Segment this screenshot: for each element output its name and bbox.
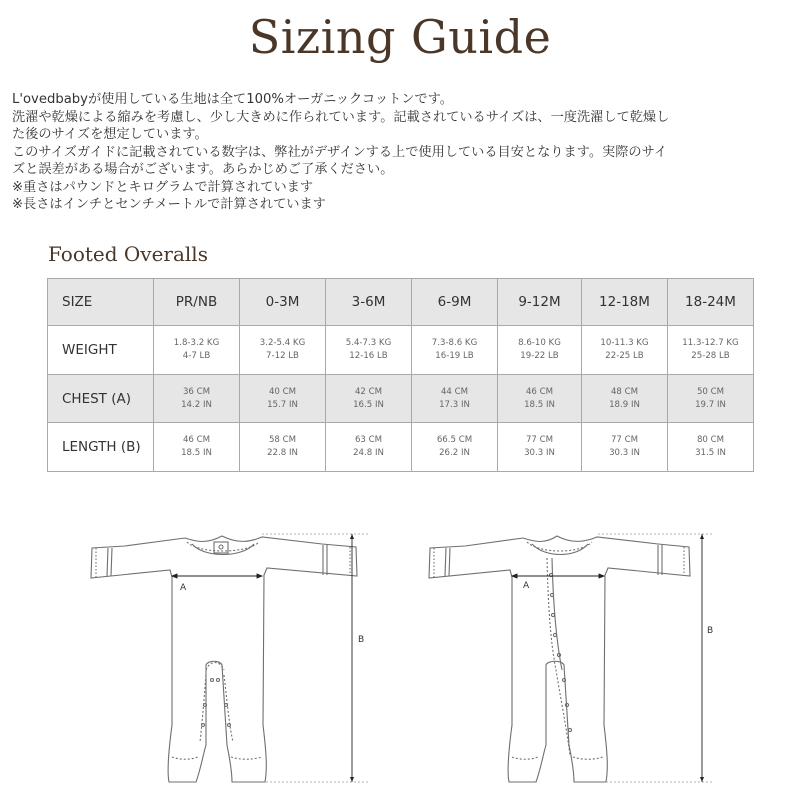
table-row-weight xyxy=(48,326,754,375)
table-cell: 3.2-5.4 KG 7-12 LB xyxy=(240,326,326,375)
table-cell: 40 CM 15.7 IN xyxy=(240,375,326,423)
table-header-row xyxy=(48,279,754,326)
left-length-measure-b-icon xyxy=(262,534,370,782)
footed-overall-front-snap-icon xyxy=(429,536,690,782)
size-column-header: 3-6M xyxy=(326,279,412,326)
table-cell: 63 CM 24.8 IN xyxy=(326,423,412,472)
table-cell: 10-11.3 KG 22-25 LB xyxy=(582,326,668,375)
sizing-table xyxy=(47,278,754,472)
table-cell: 58 CM 22.8 IN xyxy=(240,423,326,472)
table-cell: 11.3-12.7 KG 25-28 LB xyxy=(668,326,754,375)
intro-line: た後のサイズを想定しています。 xyxy=(12,127,208,142)
table-cell: 46 CM 18.5 IN xyxy=(498,375,582,423)
intro-line: ※長さはインチとセンチメートルで計算されています xyxy=(12,197,326,212)
left-chest-measure-a-icon xyxy=(172,574,262,578)
size-column-header: 12-18M xyxy=(582,279,668,326)
section-title: Footed Overalls xyxy=(48,242,208,266)
table-cell: 7.3-8.6 KG 16-19 LB xyxy=(412,326,498,375)
table-cell: 36 CM 14.2 IN xyxy=(154,375,240,423)
right-length-label: B xyxy=(707,626,714,636)
table-cell: 50 CM 19.7 IN xyxy=(668,375,754,423)
right-chest-label: A xyxy=(523,581,530,591)
size-corner-label: SIZE xyxy=(48,279,154,326)
size-column-header: 0-3M xyxy=(240,279,326,326)
table-cell: 80 CM 31.5 IN xyxy=(668,423,754,472)
intro-line: ※重さはパウンドとキログラムで計算されています xyxy=(12,179,314,195)
table-cell: 46 CM 18.5 IN xyxy=(154,423,240,472)
intro-line: 洗濯や乾燥による縮みを考慮し、少し大きめに作られています。記載されているサイズは、一度洗濯して乾燥し xyxy=(12,109,670,125)
table-row-chest xyxy=(48,375,754,423)
right-length-measure-b-icon xyxy=(598,534,712,782)
table-row-length xyxy=(48,423,754,472)
row-label: WEIGHT xyxy=(48,326,154,375)
row-label: LENGTH (B) xyxy=(48,423,154,472)
table-cell: 77 CM 30.3 IN xyxy=(582,423,668,472)
table-cell: 5.4-7.3 KG 12-16 LB xyxy=(326,326,412,375)
size-column-header: 9-12M xyxy=(498,279,582,326)
page-title: Sizing Guide xyxy=(248,10,552,64)
size-column-header: 18-24M xyxy=(668,279,754,326)
intro-line: ズと誤差がある場合がございます。あらかじめご了承ください。 xyxy=(12,162,394,177)
intro-line: L'ovedbabyが使用している生地は全て100%オーガニックコットンです。 xyxy=(12,92,453,107)
table-cell: 77 CM 30.3 IN xyxy=(498,423,582,472)
table-cell: 8.6-10 KG 19-22 LB xyxy=(498,326,582,375)
table-cell: 44 CM 17.3 IN xyxy=(412,375,498,423)
table-cell: 48 CM 18.9 IN xyxy=(582,375,668,423)
table-cell: 1.8-3.2 KG 4-7 LB xyxy=(154,326,240,375)
table-cell: 66.5 CM 26.2 IN xyxy=(412,423,498,472)
left-chest-label: A xyxy=(180,583,187,593)
size-column-header: PR/NB xyxy=(154,279,240,326)
intro-text xyxy=(12,91,792,214)
garment-diagrams xyxy=(0,520,800,800)
left-length-label: B xyxy=(358,635,365,645)
intro-line: このサイズガイドに記載されている数字は、弊社がデザインする上で使用している目安となります。実際のサイ xyxy=(12,144,668,160)
table-cell: 42 CM 16.5 IN xyxy=(326,375,412,423)
size-column-header: 6-9M xyxy=(412,279,498,326)
footed-overall-back-snap-icon xyxy=(91,536,357,782)
row-label: CHEST (A) xyxy=(48,375,154,423)
right-chest-measure-a-icon xyxy=(512,574,604,578)
